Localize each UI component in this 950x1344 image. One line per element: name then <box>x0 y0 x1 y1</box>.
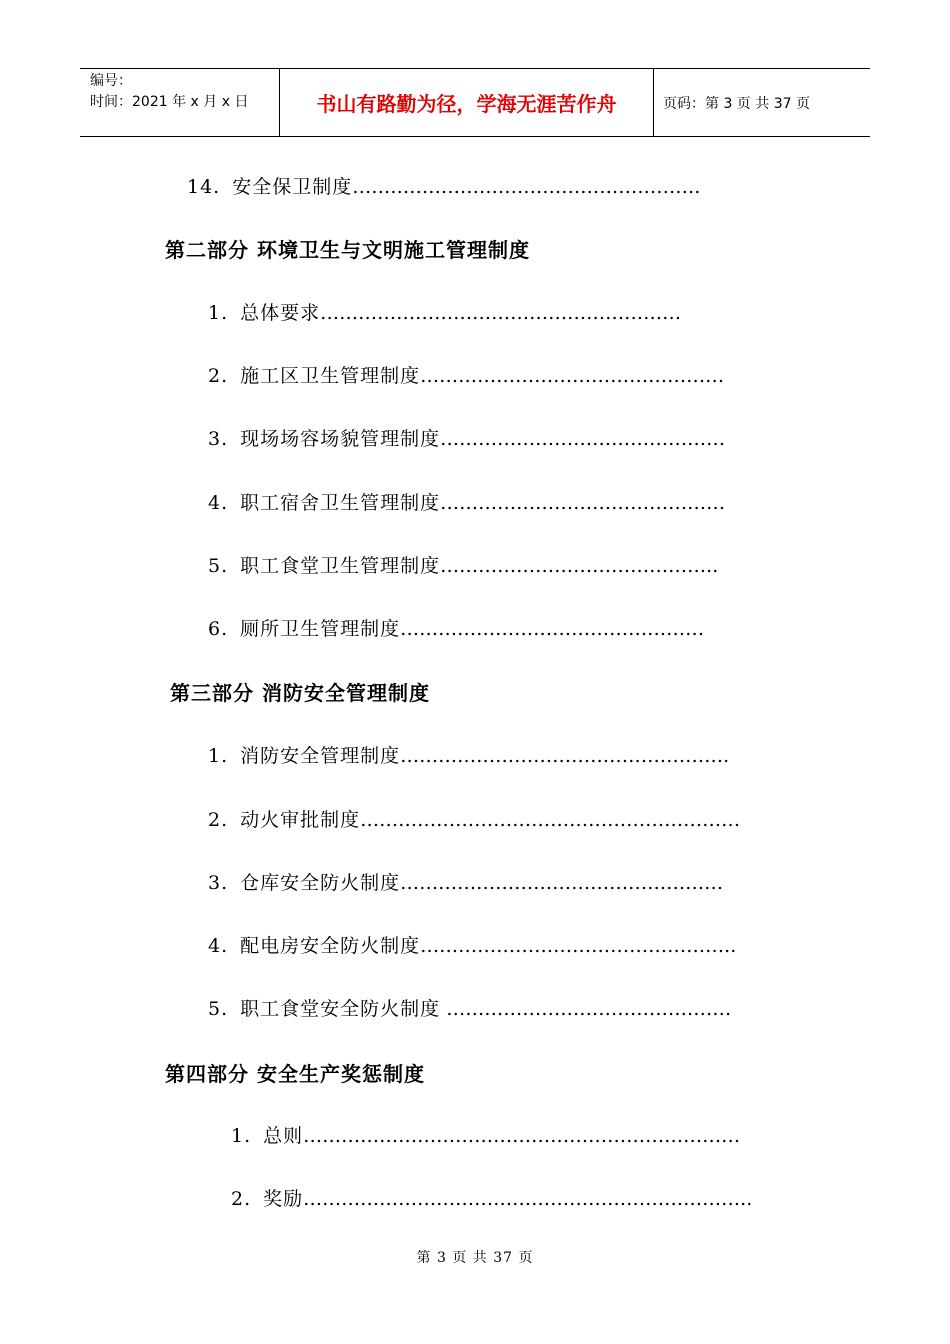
toc-item-text: 职工食堂卫生管理制度 <box>240 555 441 577</box>
toc-item <box>208 614 704 641</box>
toc-item-leader: …………………………………………………… <box>360 809 741 831</box>
section-title: 第二部分 环境卫生与文明施工管理制度 <box>165 238 530 262</box>
toc-item-text: 配电房安全防火制度 <box>240 935 421 957</box>
toc-item-number: 6. <box>208 618 229 640</box>
toc-item-leader: …………………………………………………………… <box>303 1125 741 1147</box>
toc-item <box>208 805 740 832</box>
toc-item <box>208 488 725 515</box>
motto: 书山有路勤为径，学海无涯苦作舟 <box>280 69 654 136</box>
toc-item-leader: ………………………………………… <box>400 618 705 640</box>
toc-item-number: 4. <box>208 492 229 514</box>
page-footer: 第 3 页 共 37 页 <box>416 1250 534 1266</box>
page-header <box>80 68 870 137</box>
toc-item <box>208 931 736 958</box>
number-label: 编号： <box>90 73 132 89</box>
toc-item <box>208 361 724 388</box>
toc-item-leader: ………………………………………… <box>420 365 725 387</box>
section-title: 第三部分 消防安全管理制度 <box>170 681 430 705</box>
toc-item-leader: ………………………………………….. <box>420 935 737 957</box>
toc-item-leader: ……………………………………… <box>440 998 732 1020</box>
toc-item-leader: ……………………………………… <box>440 428 726 450</box>
toc-item-leader: …………………………………………………………….. <box>303 1188 753 1210</box>
toc-item-leader: …………………………………………… <box>400 872 724 894</box>
toc-item-text: 厕所卫生管理制度 <box>240 618 401 640</box>
toc-item-number: 3. <box>208 872 229 894</box>
toc-item-number: 1. <box>208 302 229 324</box>
toc-item <box>208 551 718 578</box>
toc-item <box>208 741 729 768</box>
toc-item <box>231 1121 740 1148</box>
toc-item-leader: ………………………………………………… <box>320 302 682 324</box>
section-title: 第四部分 安全生产奖惩制度 <box>165 1062 425 1086</box>
toc-item-number: 4. <box>208 935 229 957</box>
toc-item-number: 3. <box>208 428 229 450</box>
toc-item <box>208 424 725 451</box>
toc-item-leader: ……………………………………… <box>440 492 726 514</box>
toc-item <box>208 994 731 1021</box>
toc-item <box>208 298 681 325</box>
toc-item-text: 安全保卫制度 <box>232 176 353 198</box>
toc-item-number: 2. <box>208 809 229 831</box>
toc-item-text: 动火审批制度 <box>240 809 361 831</box>
toc-item-number: 1. <box>231 1125 252 1147</box>
toc-item-number: 14. <box>187 176 221 198</box>
toc-item-text: 仓库安全防火制度 <box>240 872 401 894</box>
toc-item <box>231 1184 752 1211</box>
toc-item-number: 2. <box>231 1188 252 1210</box>
toc-item <box>208 868 723 895</box>
toc-item-leader: …………………………………….. <box>440 555 719 577</box>
toc-item-text: 总则 <box>263 1125 304 1147</box>
toc-item-number: 2. <box>208 365 229 387</box>
toc-item-leader: ………………………………………………. <box>352 176 701 198</box>
toc-item-text: 职工食堂安全防火制度 <box>240 998 441 1020</box>
page-info: 页码：第 3 页 共 37 页 <box>663 95 810 112</box>
toc-item-text: 职工宿舍卫生管理制度 <box>240 492 441 514</box>
date-label: 时间：2021 年 x 月 x 日 <box>90 94 249 110</box>
toc-item-text: 消防安全管理制度 <box>240 745 401 767</box>
toc-item <box>187 172 700 199</box>
toc-item-number: 1. <box>208 745 229 767</box>
header-left-cell <box>80 69 280 136</box>
toc-item-text: 现场场容场貌管理制度 <box>240 428 441 450</box>
toc-item-text: 奖励 <box>263 1188 304 1210</box>
toc-item-text: 总体要求 <box>240 302 321 324</box>
toc-item-leader: ……………………………………………. <box>400 745 730 767</box>
toc-item-number: 5. <box>208 555 229 577</box>
toc-item-number: 5. <box>208 998 229 1020</box>
toc-item-text: 施工区卫生管理制度 <box>240 365 421 387</box>
